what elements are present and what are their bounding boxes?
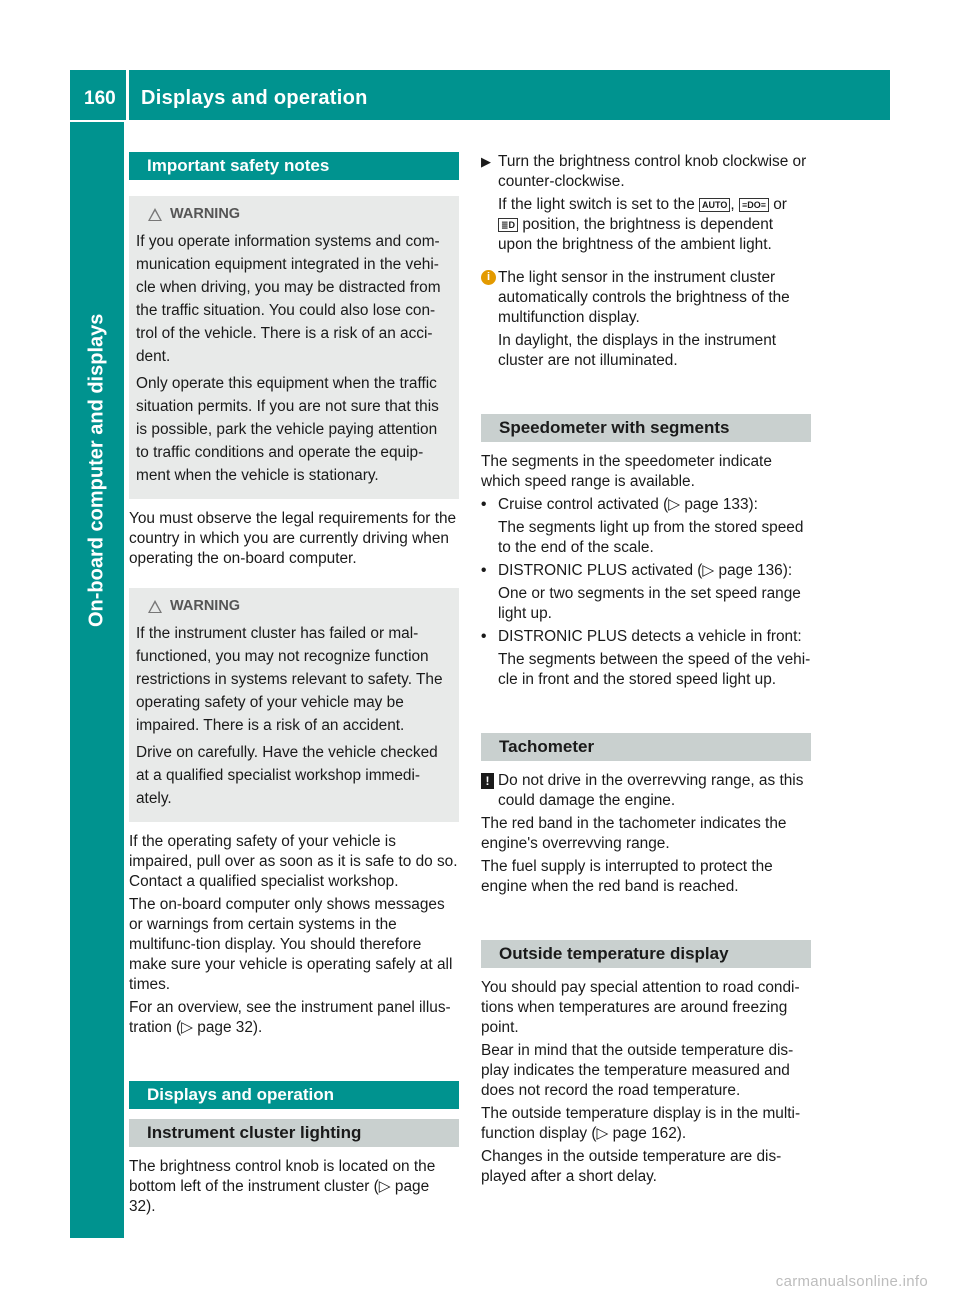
body-paragraph: You must observe the legal requirements for the country in which you are currently driving when operating the on-board computer. xyxy=(129,510,457,567)
list-item xyxy=(481,495,811,558)
exclamation-icon: ! xyxy=(481,773,494,789)
note-text: The light sensor in the instrument cluster automatically controls the brightness of the multifunction display. xyxy=(498,269,790,326)
warning-text: If you operate information systems and com-munication equipment integrated in the vehi-cle when driving, you may be distracted from the traffic situation. You could also lose con-trol of the vehicle. There is a risk of an acci-dent. xyxy=(136,233,441,365)
warning-label: WARNING xyxy=(170,206,241,222)
step-text: Turn the brightness control knob clockwise or counter-clockwise. xyxy=(498,153,807,190)
body-paragraph: Bear in mind that the outside temperature dis-play indicates the temperature measured and does not record the road temperature. xyxy=(481,1042,794,1099)
left-column xyxy=(129,152,459,1220)
note-text: In daylight, the displays in the instrument cluster are not illuminated. xyxy=(498,332,777,369)
list-item xyxy=(481,627,811,690)
warning-triangle-icon xyxy=(148,208,162,221)
low-beam-icon: ≣D xyxy=(498,218,518,232)
list-item-text: The segments between the speed of the vehi-cle in front and the stored speed light up. xyxy=(498,651,811,688)
body-paragraph: If the operating safety of your vehicle is impaired, pull over as soon as it is safe to do so. Contact a qualified specialist workshop. xyxy=(129,833,458,890)
warning-box xyxy=(129,588,459,822)
caution-note xyxy=(481,771,811,811)
side-lamps-icon: ≡DO≡ xyxy=(739,198,769,212)
bullet-icon: • xyxy=(481,496,487,513)
heading-outside-temperature-display: Outside temperature display xyxy=(481,940,811,968)
warning-triangle-icon xyxy=(148,600,162,613)
list-item-text: One or two segments in the set speed range light up. xyxy=(498,585,801,622)
side-tab-label: On-board computer and displays xyxy=(85,313,108,627)
list-item-title: Cruise control activated (▷ page 133): xyxy=(498,496,758,513)
arrow-right-icon: ▶ xyxy=(481,154,491,169)
heading-displays-and-operation: Displays and operation xyxy=(129,1081,459,1109)
warning-text: If the instrument cluster has failed or mal-functioned, you may not recognize function restrictions in systems relevant to safety. The operating safety of your vehicle may be impaired. There is a risk of an accident. xyxy=(136,625,443,734)
body-paragraph: The fuel supply is interrupted to protect the engine when the red band is reached. xyxy=(481,858,773,895)
warning-header xyxy=(136,596,453,616)
warning-label: WARNING xyxy=(170,598,241,614)
warning-text: Only operate this equipment when the traffic situation permits. If you are not sure that this is possible, park the vehicle paying attention to traffic conditions and operate the equip-ment when the vehicle is stationary. xyxy=(136,375,439,484)
body-paragraph: The on-board computer only shows messages or warnings from certain systems in the multifunc-tion display. You should therefore make sure your vehicle is operating safely at all times. xyxy=(129,896,453,993)
right-column xyxy=(481,152,811,1190)
footer-watermark: carmanualsonline.info xyxy=(775,1273,928,1290)
body-paragraph: You should pay special attention to road condi-tions when temperatures are around freezing point. xyxy=(481,979,800,1036)
body-paragraph: The outside temperature display is in the multi-function display (▷ page 162). xyxy=(481,1105,801,1142)
bullet-icon: • xyxy=(481,562,487,579)
heading-speedometer-with-segments: Speedometer with segments xyxy=(481,414,811,442)
body-paragraph: The red band in the tachometer indicates the engine's overrevving range. xyxy=(481,815,787,852)
list-item-title: DISTRONIC PLUS activated (▷ page 136): xyxy=(498,562,793,579)
list-item-title: DISTRONIC PLUS detects a vehicle in front: xyxy=(498,628,802,645)
page-title: Displays and operation xyxy=(141,87,368,109)
list-item-text: The segments light up from the stored speed to the end of the scale. xyxy=(498,519,804,556)
warning-text: Drive on carefully. Have the vehicle checked at a qualified specialist workshop immedi-ately. xyxy=(136,744,438,807)
step-text: If the light switch is set to the AUTO , ≡DO≡ or ≣D position, the brightness is dependent upon the brightness of the ambient light. xyxy=(498,196,787,253)
header-divider xyxy=(126,70,129,120)
note-text: Do not drive in the overrevving range, as this could damage the engine. xyxy=(498,772,804,809)
list-item xyxy=(481,561,811,624)
warning-header xyxy=(136,204,453,224)
heading-tachometer: Tachometer xyxy=(481,733,811,761)
info-icon: i xyxy=(481,270,496,285)
side-tab xyxy=(70,122,124,1238)
instruction-step xyxy=(481,152,811,255)
heading-important-safety-notes: Important safety notes xyxy=(129,152,459,180)
bullet-icon: • xyxy=(481,628,487,645)
warning-box xyxy=(129,196,459,499)
page-number: 160 xyxy=(84,88,116,109)
body-paragraph: The segments in the speedometer indicate which speed range is available. xyxy=(481,453,772,490)
body-paragraph: Changes in the outside temperature are dis-played after a short delay. xyxy=(481,1148,782,1185)
info-note xyxy=(481,268,811,371)
body-paragraph: For an overview, see the instrument panel illus-tration (▷ page 32). xyxy=(129,999,451,1036)
heading-instrument-cluster-lighting: Instrument cluster lighting xyxy=(129,1119,459,1147)
body-paragraph: The brightness control knob is located on the bottom left of the instrument cluster (▷ page 32). xyxy=(129,1158,436,1215)
light-auto-icon: AUTO xyxy=(699,198,730,212)
